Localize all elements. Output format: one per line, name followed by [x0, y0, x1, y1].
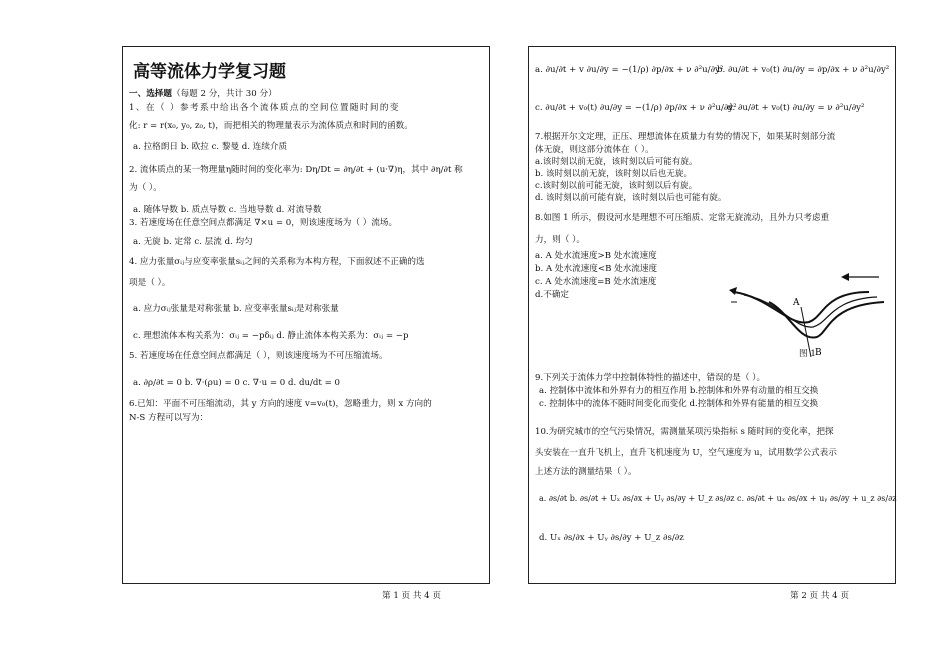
q7-line1: 7.根据开尔文定理，正压、理想流体在质量力有势的情况下，如果某时刻部分流 [535, 132, 836, 142]
q4-options-ab: a. 应力σᵢⱼ张量是对称张量 b. 应变率张量sᵢⱼ是对称张量 [133, 304, 339, 314]
flow-arrow-head [841, 273, 849, 281]
q10-line1: 10.为研究城市的空气污染情况，需测量某项污染指标 s 随时间的变化率，把探 [535, 427, 834, 437]
q8-line2: 力，则（ ）。 [535, 235, 585, 245]
q10-line2: 头安装在一直升飞机上，直升飞机速度为 U，空气速度为 u，试用数学公式表示 [535, 448, 837, 458]
page-1-footer: 第 1 页 共 4 页 [382, 591, 441, 601]
q8-option-a: a. A 处水流速度>B 处水流速度 [535, 251, 657, 261]
q4-line1: 4. 应力张量σᵢⱼ与应变率张量sᵢⱼ之间的关系称为本构方程，下面叙述不正确的选 [129, 257, 425, 267]
q5-line1: 5. 若速度场在任意空间点都满足（ ），则该速度场为不可压缩流场。 [129, 351, 388, 361]
q6-option-b: b. ∂u/∂t + v₀(t) ∂u/∂y = ∂p/∂x + ν ∂²u/∂y² [717, 65, 890, 75]
exam-page-1 [122, 46, 490, 584]
q7-option-a: a.该时刻以前无旋，该时刻以后可能有旋。 [535, 157, 698, 167]
figure-caption: 图 1 [799, 349, 816, 359]
q9-options-ab: a. 控制体中流体和外界有力的相互作用 b.控制体和外界有动量的相互交换 [539, 386, 819, 396]
q10-line3: 上述方法的测量结果（ ）。 [535, 467, 637, 477]
figure-label-a: A [793, 298, 800, 308]
q6-line2: N-S 方程可以写为： [129, 413, 209, 423]
q1-line2: 化: r = r(x₀, y₀, z₀, t)，而把相关的物理量表示为流体质点和时间的函数。 [129, 121, 413, 131]
q1-options: a. 拉格朗日 b. 欧拉 c. 黎曼 d. 连续介质 [133, 142, 288, 152]
page-title: 高等流体力学复习题 [133, 62, 286, 82]
q1-line1: 1、在（ ）参考系中给出各个流体质点的空间位置随时间的变 [129, 103, 400, 113]
q6-option-a: a. ∂u/∂t + v ∂u/∂y = −(1/ρ) ∂p/∂x + ν ∂²u/∂y² [535, 65, 724, 75]
q8-option-c: c. A 处水流速度=B 处水流速度 [535, 277, 657, 287]
figure-label-b: B [815, 348, 822, 357]
q7-line2: 体无旋，则这部分流体在（ ）。 [535, 145, 654, 155]
q4-options-cd: c. 理想流体本构关系为：σᵢⱼ = −pδᵢⱼ d. 静止流体本构关系为：σᵢⱼ = −p [133, 331, 409, 341]
section-heading-line [129, 89, 277, 100]
q6-line1: 6.已知：平面不可压缩流动，其 y 方向的速度 v=v₀(t)，忽略重力，则 x 方向的 [129, 399, 432, 409]
q7-option-b: b. 该时刻以前无旋，该时刻以后也无旋。 [535, 169, 693, 179]
q3-options: a. 无旋 b. 定常 c. 层流 d. 均匀 [133, 237, 253, 247]
page-2-footer: 第 2 页 共 4 页 [790, 591, 849, 601]
q2-line1: 2. 流体质点的某一物理量η随时间的变化率为: Dη/Dt = ∂η/∂t + (u·∇)η，其中 ∂η/∂t 称 [129, 165, 463, 175]
q4-line2: 项是（ ）。 [129, 278, 171, 288]
q10-options-abc: a. ∂s/∂t b. ∂s/∂t + Uₓ ∂s/∂x + Uᵧ ∂s/∂y + U_z ∂s/∂z c. ∂s/∂t + uₓ ∂s/∂x + uᵧ ∂s/∂y + u_z ∂s/∂z [539, 494, 897, 503]
q3-line1: 3. 若速度场在任意空间点都满足 ∇×u = 0，则该速度场为（ ）流场。 [129, 218, 398, 228]
q10-option-d: d. Uₓ ∂s/∂x + Uᵧ ∂s/∂y + U_z ∂s/∂z [539, 533, 684, 543]
q6-option-d: d. ∂u/∂t + v₀(t) ∂u/∂y = ν ∂²u/∂y² [727, 103, 865, 113]
q7-option-d: d. 该时刻以前可能有旋，该时刻以后也可能有旋。 [535, 193, 727, 203]
q2-line2: 为（ ）。 [129, 183, 162, 193]
exam-page-2 [528, 46, 896, 584]
q6-option-c: c. ∂u/∂t + v₀(t) ∂u/∂y = −(1/ρ) ∂p/∂x + ν ∂²u/∂y² [535, 103, 737, 113]
river-figure [729, 257, 889, 357]
q5-options: a. ∂ρ/∂t = 0 b. ∇·(ρu) = 0 c. ∇·u = 0 d. du/dt = 0 [133, 378, 340, 388]
section-note: （每题 2 分，共计 30 分） [171, 89, 277, 99]
q9-options-cd: c. 控制体中的流体不随时间变化而变化 d.控制体和外界有能量的相互交换 [539, 399, 819, 409]
q2-options: a. 随体导数 b. 质点导数 c. 当地导数 d. 对流导数 [133, 205, 322, 215]
q8-option-d: d.不确定 [535, 290, 570, 300]
q7-option-c: c.该时刻以前可能无旋，该时刻以后有旋。 [535, 181, 698, 191]
q9-line1: 9.下列关于流体力学中控制体特性的描述中，错误的是（ ）。 [535, 373, 766, 383]
outflow-arrow-head [729, 287, 737, 295]
q8-option-b: b. A 处水流速度<B 处水流速度 [535, 264, 658, 274]
section-heading: 一、选择题 [129, 89, 172, 99]
q8-line1: 8.如图 1 所示，假设河水是理想不可压缩质、定常无旋流动，且外力只考虑重 [535, 213, 830, 223]
